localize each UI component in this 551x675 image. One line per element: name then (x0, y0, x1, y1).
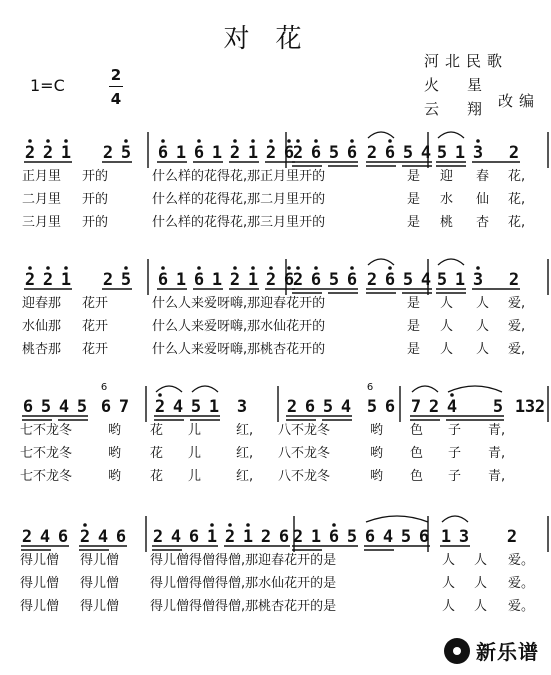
note-digit: 5 (346, 527, 358, 547)
note-digit: 1 (247, 270, 259, 290)
note-digit: 1 (175, 143, 187, 163)
octave-dot-high (83, 523, 87, 527)
note-digit: 2 (229, 270, 241, 290)
note-digit: 1 (60, 143, 72, 163)
note-digit: 6 (283, 143, 295, 163)
lyric-syllable: 花 (150, 423, 164, 438)
lyric-syllable: 人 (474, 599, 488, 614)
note-digit: 2 (224, 527, 236, 547)
note-digit: 2 (265, 143, 277, 163)
lyric-syllable: 是 (407, 215, 421, 230)
octave-dot-high (46, 139, 50, 143)
lyric-syllable: 开的 (82, 215, 109, 230)
note-digit: 5 (76, 397, 88, 417)
note-digit: 2 (428, 397, 440, 417)
note-digit: 5 (322, 397, 334, 417)
slur-arc (412, 386, 438, 392)
lyric-syllable: 青, (488, 446, 506, 461)
note-digit: 3 (524, 397, 536, 417)
note-digit: 1 (242, 527, 254, 547)
lyric-syllable: 七不龙冬 (20, 469, 73, 484)
note-digit: 1 (310, 527, 322, 547)
note-digit: 2 (506, 527, 518, 547)
note-digit: 2 (102, 143, 114, 163)
lyric-syllable: 什么人来爱呀嗨,那桃杏花开的 (152, 342, 326, 357)
note-digit: 4 (39, 527, 51, 547)
lyric-syllable: 得儿僧得僧得僧,那迎春花开的是 (150, 553, 337, 568)
note-digit: 1 (514, 397, 526, 417)
lyric-syllable: 花开 (82, 296, 109, 311)
octave-dot-high (296, 266, 300, 270)
credit-role: 改编 (498, 92, 541, 110)
note-digit: 4 (340, 397, 352, 417)
note-digit: 2 (286, 397, 298, 417)
note-digit: 2 (534, 397, 546, 417)
octave-dot-high (228, 523, 232, 527)
note-digit: 4 (170, 527, 182, 547)
note-digit: 1 (211, 143, 223, 163)
lyric-syllable: 爱。 (508, 576, 535, 591)
lyric-syllable: 得儿僧 (20, 553, 60, 568)
slur-arc (442, 516, 468, 522)
note-digit: 5 (366, 397, 378, 417)
note-digit: 6 (100, 397, 112, 417)
lyric-syllable: 爱, (508, 296, 526, 311)
note-digit: 6 (283, 270, 295, 290)
note-digit: 2 (79, 527, 91, 547)
octave-dot-high (210, 523, 214, 527)
lyric-syllable: 花开 (82, 319, 109, 334)
note-digit: 1 (60, 270, 72, 290)
lyric-syllable: 得儿僧 (80, 576, 120, 591)
note-digit: 1 (208, 397, 220, 417)
lyric-syllable: 哟 (108, 469, 122, 484)
note-digit: 5 (402, 270, 414, 290)
lyric-syllable: 色 (410, 446, 424, 461)
lyric-syllable: 什么样的花得花,那正月里开的 (152, 169, 326, 184)
note-digit: 2 (102, 270, 114, 290)
note-digit: 3 (458, 527, 470, 547)
note-digit: 6 (304, 397, 316, 417)
note-digit: 1 (440, 527, 452, 547)
note-digit: 5 (190, 397, 202, 417)
note-digit: 5 (40, 397, 52, 417)
time-signature-top: 2 (110, 66, 122, 84)
note-digit: 6 (328, 527, 340, 547)
octave-dot-high (46, 266, 50, 270)
note-digit: 5 (436, 270, 448, 290)
note-digit: 3 (236, 397, 248, 417)
lyric-syllable: 春 (476, 169, 490, 184)
lyric-syllable: 人 (440, 342, 454, 357)
note-digit: 1 (206, 527, 218, 547)
music-disc-icon (444, 638, 470, 664)
lyric-syllable: 儿 (188, 423, 202, 438)
octave-dot-high (161, 266, 165, 270)
note-digit: 6 (157, 143, 169, 163)
lyric-syllable: 人 (476, 342, 490, 357)
slur-arc (366, 516, 428, 522)
lyric-syllable: 儿 (188, 446, 202, 461)
lyric-syllable: 哟 (108, 423, 122, 438)
note-digit: 6 (364, 527, 376, 547)
note-digit: 5 (402, 143, 414, 163)
octave-dot-high (64, 266, 68, 270)
lyric-syllable: 水 (440, 192, 454, 207)
note-digit: 4 (58, 397, 70, 417)
lyric-syllable: 人 (476, 296, 490, 311)
lyric-syllable: 三月里 (22, 215, 62, 230)
octave-dot-high (158, 393, 162, 397)
note-digit: 5 (120, 143, 132, 163)
octave-dot-high (450, 393, 454, 397)
note-digit: 1 (175, 270, 187, 290)
lyric-syllable: 色 (410, 469, 424, 484)
slur-arc (438, 259, 464, 265)
time-signature-bottom: 4 (110, 90, 122, 108)
note-digit: 2 (366, 270, 378, 290)
grace-note: 6 (100, 382, 108, 393)
octave-dot-high (269, 266, 273, 270)
octave-dot-high (28, 266, 32, 270)
lyric-syllable: 花, (508, 169, 526, 184)
lyric-syllable: 得儿僧 (80, 553, 120, 568)
octave-dot-high (197, 139, 201, 143)
note-digit: 1 (247, 143, 259, 163)
octave-dot-high (269, 139, 273, 143)
lyric-syllable: 花, (508, 192, 526, 207)
note-digit: 1 (211, 270, 223, 290)
note-digit: 6 (115, 527, 127, 547)
octave-dot-high (197, 266, 201, 270)
note-digit: 6 (193, 270, 205, 290)
note-digit: 4 (382, 527, 394, 547)
note-digit: 7 (410, 397, 422, 417)
logo-text: 新乐谱 (476, 640, 539, 664)
slur-arc (438, 132, 464, 138)
note-digit: 6 (157, 270, 169, 290)
octave-dot-high (314, 139, 318, 143)
octave-dot-high (296, 139, 300, 143)
lyric-syllable: 杏 (476, 215, 490, 230)
note-digit: 6 (193, 143, 205, 163)
note-digit: 2 (292, 270, 304, 290)
lyric-syllable: 开的 (82, 169, 109, 184)
note-digit: 2 (292, 143, 304, 163)
note-digit: 4 (97, 527, 109, 547)
lyric-syllable: 人 (476, 319, 490, 334)
lyric-syllable: 桃 (440, 215, 454, 230)
octave-dot-high (233, 139, 237, 143)
lyric-syllable: 红, (236, 423, 254, 438)
lyric-syllable: 是 (407, 169, 421, 184)
note-digit: 4 (420, 270, 432, 290)
note-digit: 2 (42, 270, 54, 290)
note-digit: 2 (24, 143, 36, 163)
lyric-syllable: 花 (150, 446, 164, 461)
lyric-syllable: 八不龙冬 (278, 446, 331, 461)
octave-dot-high (388, 139, 392, 143)
octave-dot-high (287, 139, 291, 143)
credit-arranger-2: 云翔 (424, 100, 511, 118)
octave-dot-high (124, 139, 128, 143)
lyric-syllable: 什么人来爱呀嗨,那迎春花开的 (152, 296, 326, 311)
octave-dot-high (64, 139, 68, 143)
note-digit: 3 (472, 143, 484, 163)
note-digit: 2 (292, 527, 304, 547)
lyric-syllable: 是 (407, 319, 421, 334)
octave-dot-high (28, 139, 32, 143)
lyric-syllable: 红, (236, 446, 254, 461)
lyric-syllable: 子 (448, 423, 462, 438)
note-digit: 2 (21, 527, 33, 547)
site-logo (444, 636, 539, 665)
note-digit: 1 (454, 270, 466, 290)
lyric-syllable: 爱。 (508, 599, 535, 614)
slur-arc (448, 386, 502, 392)
note-digit: 6 (384, 270, 396, 290)
note-digit: 2 (229, 143, 241, 163)
octave-dot-high (332, 523, 336, 527)
lyric-syllable: 是 (407, 296, 421, 311)
note-digit: 5 (400, 527, 412, 547)
lyric-syllable: 花, (508, 215, 526, 230)
lyric-syllable: 爱。 (508, 553, 535, 568)
octave-dot-high (161, 139, 165, 143)
note-digit: 6 (188, 527, 200, 547)
lyric-syllable: 人 (442, 599, 456, 614)
note-digit: 5 (120, 270, 132, 290)
lyric-syllable: 青, (488, 423, 506, 438)
note-digit: 2 (152, 527, 164, 547)
lyric-syllable: 迎 (440, 169, 454, 184)
lyric-syllable: 得儿僧得僧得僧,那桃杏花开的是 (150, 599, 337, 614)
lyric-syllable: 红, (236, 469, 254, 484)
credit-arranger-1: 火星 (424, 76, 511, 94)
octave-dot-high (314, 266, 318, 270)
octave-dot-high (246, 523, 250, 527)
note-digit: 2 (260, 527, 272, 547)
slur-arc (368, 259, 394, 265)
lyric-syllable: 二月里 (22, 192, 62, 207)
slur-arc (156, 386, 182, 392)
note-digit: 4 (172, 397, 184, 417)
lyric-syllable: 色 (410, 423, 424, 438)
lyric-syllable: 花 (150, 469, 164, 484)
lyric-syllable: 青, (488, 469, 506, 484)
octave-dot-high (476, 266, 480, 270)
lyric-syllable: 水仙那 (22, 319, 62, 334)
lyric-syllable: 得儿僧 (20, 599, 60, 614)
note-digit: 2 (154, 397, 166, 417)
note-digit: 2 (366, 143, 378, 163)
lyric-syllable: 是 (407, 192, 421, 207)
lyric-syllable: 开的 (82, 192, 109, 207)
lyric-syllable: 八不龙冬 (278, 469, 331, 484)
key-signature: 1=C (30, 76, 65, 95)
octave-dot-high (233, 266, 237, 270)
note-digit: 6 (310, 270, 322, 290)
note-digit: 5 (492, 397, 504, 417)
note-digit: 6 (310, 143, 322, 163)
octave-dot-high (287, 266, 291, 270)
slur-arc (368, 132, 394, 138)
lyric-syllable: 八不龙冬 (278, 423, 331, 438)
note-digit: 2 (24, 270, 36, 290)
note-digit: 4 (420, 143, 432, 163)
note-digit: 6 (384, 143, 396, 163)
lyric-syllable: 七不龙冬 (20, 446, 73, 461)
lyric-syllable: 得儿僧 (80, 599, 120, 614)
lyric-syllable: 子 (448, 469, 462, 484)
note-digit: 6 (57, 527, 69, 547)
lyric-syllable: 哟 (370, 423, 384, 438)
lyric-syllable: 是 (407, 342, 421, 357)
note-digit: 5 (328, 143, 340, 163)
song-title: 对花 (223, 24, 328, 54)
note-digit: 2 (265, 270, 277, 290)
note-digit: 6 (278, 527, 290, 547)
octave-dot-high (476, 139, 480, 143)
note-digit: 6 (418, 527, 430, 547)
note-digit: 6 (346, 143, 358, 163)
note-digit: 5 (436, 143, 448, 163)
slur-arc (192, 386, 218, 392)
note-digit: 2 (42, 143, 54, 163)
octave-dot-high (350, 139, 354, 143)
lyric-syllable: 人 (442, 576, 456, 591)
octave-dot-high (124, 266, 128, 270)
lyric-syllable: 花开 (82, 342, 109, 357)
octave-dot-high (251, 139, 255, 143)
lyric-syllable: 爱, (508, 342, 526, 357)
lyric-syllable: 儿 (188, 469, 202, 484)
lyric-syllable: 人 (442, 553, 456, 568)
credit-origin: 河北民歌 (424, 52, 509, 70)
lyric-syllable: 什么样的花得花,那二月里开的 (152, 192, 326, 207)
lyric-syllable: 人 (440, 319, 454, 334)
note-digit: 2 (508, 143, 520, 163)
lyric-syllable: 人 (440, 296, 454, 311)
lyric-syllable: 七不龙冬 (20, 423, 73, 438)
lyric-syllable: 哟 (108, 446, 122, 461)
note-digit: 1 (454, 143, 466, 163)
note-digit: 5 (328, 270, 340, 290)
note-digit: 4 (446, 397, 458, 417)
lyric-syllable: 人 (474, 553, 488, 568)
lyric-syllable: 子 (448, 446, 462, 461)
lyric-syllable: 爱, (508, 319, 526, 334)
lyric-syllable: 正月里 (22, 169, 62, 184)
grace-note: 6 (366, 382, 374, 393)
lyric-syllable: 仙 (476, 192, 490, 207)
lyric-syllable: 得儿僧 (20, 576, 60, 591)
note-digit: 2 (508, 270, 520, 290)
note-digit: 6 (22, 397, 34, 417)
note-digit: 7 (118, 397, 130, 417)
note-digit: 3 (472, 270, 484, 290)
octave-dot-high (350, 266, 354, 270)
lyric-syllable: 什么样的花得花,那三月里开的 (152, 215, 326, 230)
note-digit: 6 (346, 270, 358, 290)
octave-dot-high (388, 266, 392, 270)
lyric-syllable: 哟 (370, 446, 384, 461)
lyric-syllable: 什么人来爱呀嗨,那水仙花开的 (152, 319, 326, 334)
lyric-syllable: 人 (474, 576, 488, 591)
lyric-syllable: 迎春那 (22, 296, 62, 311)
lyric-syllable: 桃杏那 (22, 342, 62, 357)
octave-dot-high (251, 266, 255, 270)
lyric-syllable: 哟 (370, 469, 384, 484)
note-digit: 6 (384, 397, 396, 417)
lyric-syllable: 得儿僧得僧得僧,那水仙花开的是 (150, 576, 337, 591)
